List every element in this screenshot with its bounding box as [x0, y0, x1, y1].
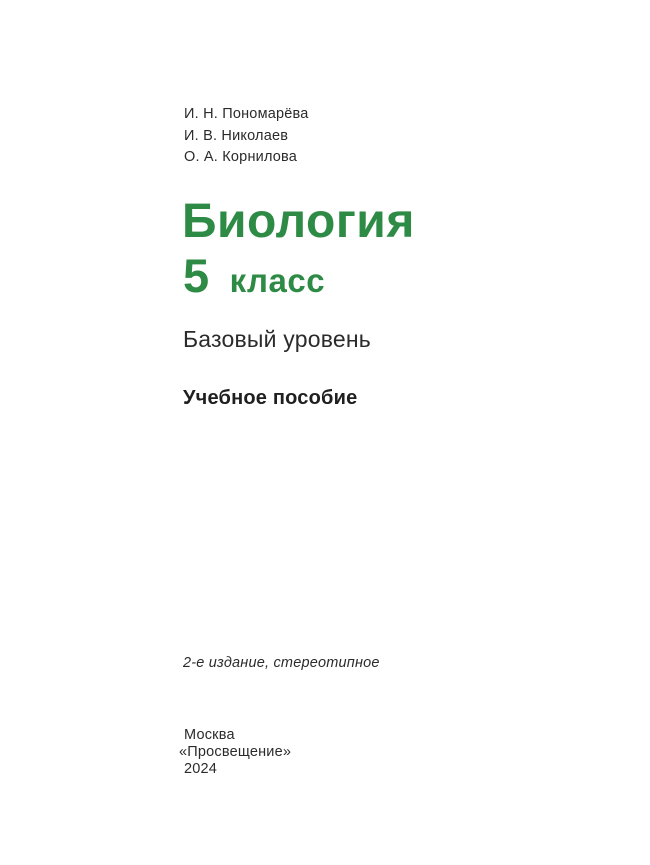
imprint-year: 2024 [184, 761, 218, 777]
grade-word: класс [229, 262, 326, 299]
grade-line [183, 248, 325, 303]
book-title: Биология [182, 195, 415, 248]
author-line: О. А. Корнилова [184, 149, 298, 165]
author-line: И. В. Николаев [184, 127, 289, 144]
imprint-city: Москва [184, 727, 235, 743]
publication-type: Учебное пособие [183, 387, 358, 409]
authors-block [184, 104, 309, 169]
imprint-block [179, 727, 292, 778]
level-label: Базовый уровень [183, 326, 371, 352]
imprint-publisher: «Просвещение» [179, 744, 292, 760]
edition-note: 2-е издание, стереотипное [183, 655, 380, 671]
author-line: И. Н. Пономарёва [184, 106, 309, 122]
grade-number: 5 [183, 249, 210, 302]
